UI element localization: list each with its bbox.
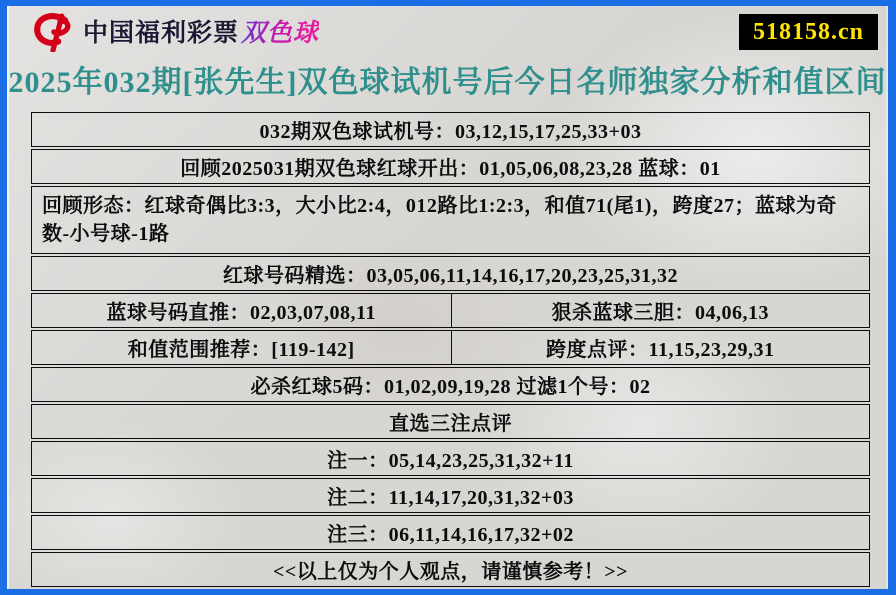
- table-cell-sum-range: 和值范围推荐：[119-142]: [127, 339, 355, 361]
- table-cell: 注三：06,11,14,16,17,32+02: [327, 524, 574, 546]
- table-row-red-selection: [31, 256, 870, 291]
- table-row-review-pattern: [31, 186, 870, 254]
- table-cell: 必杀红球5码：01,02,09,19,28 过滤1个号：02: [250, 376, 651, 398]
- table-cell: <<以上仅为个人观点，请谨慎参考！>>: [272, 561, 629, 583]
- table-cell: 注一：05,14,23,25,31,32+11: [327, 450, 574, 472]
- page: [7, 6, 888, 589]
- table-row-last-draw: [31, 149, 870, 184]
- brand-name: 中国福利彩票: [83, 19, 240, 47]
- analysis-table: [31, 112, 870, 587]
- brand-product: 双色球: [241, 13, 319, 49]
- table-cell: 直选三注点评: [389, 413, 512, 435]
- table-row-kill-red: [31, 367, 870, 402]
- table-row-pick-2: [31, 478, 870, 513]
- page-title: 2025年032期[张先生]双色球试机号后今日名师独家分析和值区间: [8, 66, 887, 99]
- china-welfare-lottery-logo-icon: [31, 10, 75, 52]
- table-cell: 回顾形态：红球奇偶比3:3，大小比2:4，012路比1:2:3，和值71(尾1)，跨度27；蓝球为奇数-小号球-1路: [42, 195, 837, 245]
- table-cell: 注二：11,14,17,20,31,32+03: [327, 487, 574, 509]
- table-cell-blue-kill: 狠杀蓝球三胆：04,06,13: [451, 294, 870, 327]
- site-badge: 518158.cn: [739, 14, 878, 50]
- table-row-sum-span: [31, 330, 870, 365]
- table-row-disclaimer: [31, 552, 870, 587]
- header: [7, 6, 888, 56]
- table-row-direct-picks-header: [31, 404, 870, 439]
- table-row-test-number: [31, 112, 870, 147]
- table-cell: 回顾2025031期双色球红球开出：01,05,06,08,23,28 蓝球：01: [180, 158, 721, 180]
- table-row-blue-picks: [31, 293, 870, 328]
- brand: [83, 13, 319, 49]
- table-row-pick-3: [31, 515, 870, 550]
- table-cell: 红球号码精选：03,05,06,11,14,16,17,20,23,25,31,32: [223, 265, 678, 287]
- table-cell-span-comment: 跨度点评：11,15,23,29,31: [451, 331, 870, 364]
- table-cell: 032期双色球试机号：03,12,15,17,25,33+03: [259, 121, 642, 143]
- table-cell-blue-direct: 蓝球号码直推：02,03,07,08,11: [106, 302, 376, 324]
- table-row-pick-1: [31, 441, 870, 476]
